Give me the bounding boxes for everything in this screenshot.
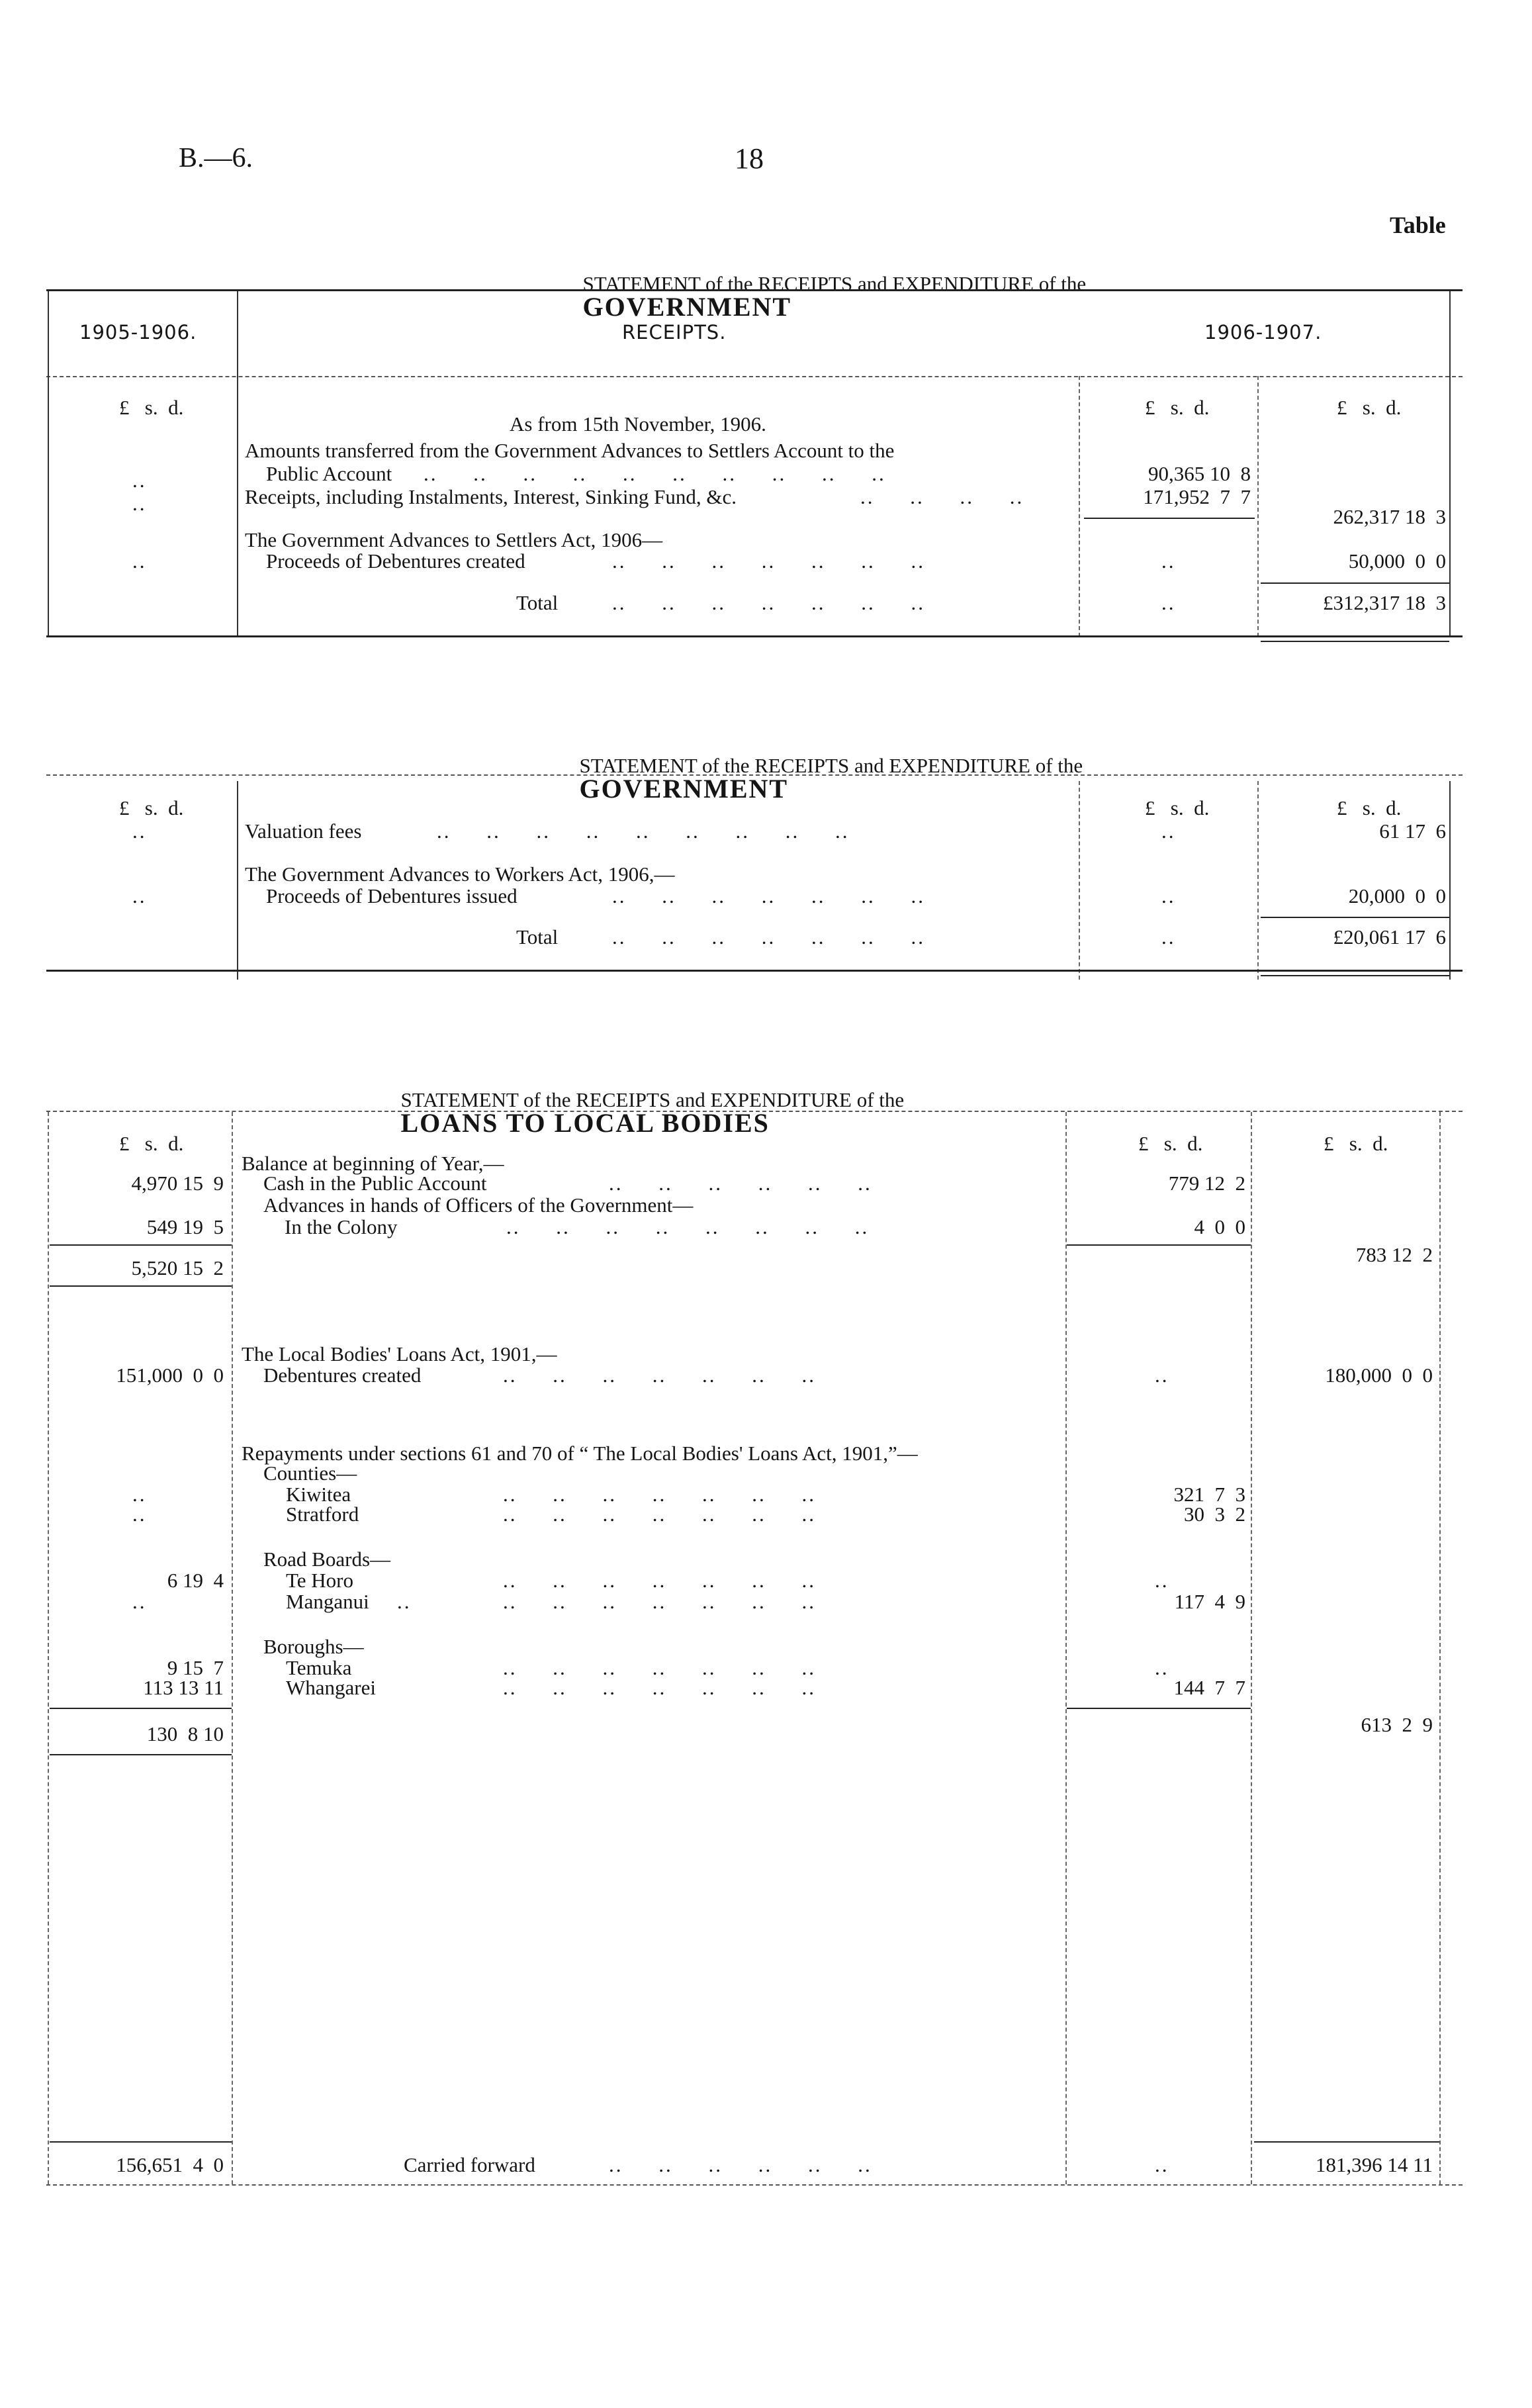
- lsd-header: £ s. d.: [1337, 396, 1402, 419]
- leader-dots: .. .. .. .. .. .. .. ..: [506, 1215, 870, 1238]
- section1-title: [572, 253, 1086, 320]
- col-rule: [1449, 781, 1451, 980]
- section3-title-text: STATEMENT of the RECEIPTS and EXPENDITURE of the: [400, 1088, 905, 1111]
- leader-dots: ..: [1155, 2153, 1169, 2176]
- lsd-header: £ s. d.: [1324, 1132, 1388, 1155]
- act-label: The Government Advances to Workers Act, 1906,—: [245, 862, 675, 886]
- debentures-label: Debentures created: [263, 1364, 422, 1387]
- valuation-label: Valuation fees: [245, 819, 362, 843]
- amount: 30 3 2: [1184, 1503, 1245, 1526]
- total-label: Total: [516, 925, 559, 949]
- section1-title-text: STATEMENT of the RECEIPTS and EXPENDITURE of the: [582, 272, 1087, 295]
- leader-dots: .. .. .. .. .. .. ..: [503, 1590, 816, 1613]
- amounts-label: Amounts transferred from the Government Advances to Settlers Account to the: [245, 439, 895, 462]
- amount: 783 12 2: [1355, 1243, 1433, 1266]
- leader-dots: ..: [1155, 1569, 1169, 1592]
- rule: [46, 970, 1463, 972]
- leader-dots: .. .. .. .. .. .. .. .. .. ..: [424, 462, 886, 485]
- leader-dots: .. .. .. .. .. .. ..: [503, 1364, 816, 1387]
- rule: [1261, 582, 1449, 584]
- whangarei-label: Whangarei: [286, 1676, 376, 1699]
- leader-dots: ..: [132, 1483, 147, 1506]
- leader-dots: .. .. .. .. .. .. ..: [503, 1503, 816, 1526]
- col-rule: [1079, 376, 1080, 637]
- act-label: The Government Advances to Settlers Act, 1906—: [245, 528, 663, 551]
- amount: 5,520 15 2: [131, 1256, 224, 1279]
- total-amount: £20,061 17 6: [1333, 925, 1446, 949]
- col-header-receipts: RECEIPTS.: [622, 321, 727, 344]
- rule: [50, 1285, 232, 1287]
- amount: 613 2 9: [1361, 1713, 1433, 1736]
- local-bodies-act-label: The Local Bodies' Loans Act, 1901,—: [242, 1342, 557, 1366]
- lsd-header: £ s. d.: [119, 1132, 184, 1155]
- amount: 130 8 10: [146, 1722, 224, 1745]
- amount: 6 19 4: [167, 1569, 224, 1592]
- advances-label: Advances in hands of Officers of the Government—: [263, 1193, 694, 1217]
- lsd-header: £ s. d.: [1145, 796, 1210, 819]
- act-label: Proceeds of Debentures issued: [266, 884, 518, 907]
- rule: [46, 289, 1463, 291]
- leader-dots: ..: [132, 1590, 147, 1613]
- section2-title: [569, 735, 1083, 802]
- rule: [46, 774, 1463, 776]
- rule: [46, 635, 1463, 637]
- rule: [1261, 917, 1449, 918]
- col-rule: [237, 781, 238, 980]
- leader-dots: .. .. .. .. .. ..: [609, 1172, 872, 1195]
- kiwitea-label: Kiwitea: [286, 1483, 351, 1506]
- amount: 4,970 15 9: [131, 1172, 224, 1195]
- col-rule: [48, 291, 49, 637]
- leader-dots: ..: [132, 549, 147, 573]
- leader-dots: .. .. .. .. .. .. ..: [612, 925, 925, 949]
- rule: [50, 1708, 232, 1709]
- leader-dots: ..: [397, 1590, 412, 1613]
- rule: [50, 2141, 232, 2143]
- leader-dots: ..: [1161, 925, 1176, 949]
- col-rule: [48, 1112, 49, 2184]
- leader-dots: .. .. .. ..: [860, 485, 1024, 508]
- lsd-header: £ s. d.: [1145, 396, 1210, 419]
- lsd-header: £ s. d.: [1337, 796, 1402, 819]
- amount: 4 0 0: [1194, 1215, 1245, 1238]
- col-rule: [1257, 781, 1259, 980]
- leader-dots: ..: [132, 469, 147, 492]
- rule: [1261, 641, 1449, 642]
- amount: 113 13 11: [143, 1676, 224, 1699]
- road-boards-label: Road Boards—: [263, 1548, 391, 1571]
- amounts-label: Public Account: [266, 462, 392, 485]
- lsd-header: £ s. d.: [119, 396, 184, 419]
- leader-dots: .. .. .. .. .. .. ..: [612, 884, 925, 907]
- rule: [46, 376, 1463, 377]
- rule: [1067, 1708, 1251, 1709]
- col-header-1906: 1906-1907.: [1204, 321, 1322, 344]
- amount: 61 17 6: [1379, 819, 1446, 843]
- leader-dots: .. .. .. .. .. .. .. .. ..: [437, 819, 850, 843]
- total-label: Total: [516, 591, 559, 614]
- counties-label: Counties—: [263, 1461, 357, 1485]
- table-word: Table: [1390, 212, 1446, 238]
- section2-title-bold: GOVERNMENT: [579, 774, 789, 804]
- amount: 151,000 0 0: [116, 1364, 224, 1387]
- amount: 20,000 0 0: [1348, 884, 1446, 907]
- leader-dots: ..: [1161, 549, 1176, 573]
- carried-forward-label: Carried forward: [404, 2153, 535, 2176]
- col-rule: [1257, 376, 1259, 637]
- colony-label: In the Colony: [285, 1215, 398, 1238]
- rule: [50, 1244, 232, 1246]
- manganui-label: Manganui: [286, 1590, 369, 1613]
- amount: 171,952 7 7: [1143, 485, 1251, 508]
- rule: [1261, 975, 1449, 976]
- leader-dots: .. .. .. .. .. .. ..: [503, 1569, 816, 1592]
- amount: 50,000 0 0: [1348, 549, 1446, 573]
- as-from-label: As from 15th November, 1906.: [510, 412, 766, 436]
- lsd-header: £ s. d.: [1138, 1132, 1203, 1155]
- stratford-label: Stratford: [286, 1503, 359, 1526]
- amount: 9 15 7: [167, 1656, 224, 1679]
- leader-dots: ..: [132, 884, 147, 907]
- rule: [50, 1754, 232, 1755]
- page-number: 18: [735, 142, 764, 175]
- leader-dots: .. .. .. .. .. .. ..: [503, 1483, 816, 1506]
- col-header-1905: 1905-1906.: [79, 321, 197, 344]
- boroughs-label: Boroughs—: [263, 1635, 364, 1658]
- cash-label: Cash in the Public Account: [263, 1172, 487, 1195]
- leader-dots: ..: [132, 492, 147, 515]
- section1-title-bold: GOVERNMENT: [582, 292, 792, 322]
- rule: [46, 1111, 1463, 1112]
- section3-title-bold: LOANS TO LOCAL BODIES: [400, 1108, 770, 1138]
- col-rule: [232, 1112, 233, 2184]
- col-rule: [1251, 1112, 1252, 2184]
- rule: [1084, 518, 1255, 519]
- section2-title-text: STATEMENT of the RECEIPTS and EXPENDITURE of the: [579, 754, 1083, 777]
- leader-dots: .. .. .. .. .. .. ..: [612, 591, 925, 614]
- leader-dots: .. .. .. .. .. .. ..: [503, 1676, 816, 1699]
- amount: 321 7 3: [1173, 1483, 1245, 1506]
- total-amount: £312,317 18 3: [1323, 591, 1446, 614]
- amount: 90,365 10 8: [1148, 462, 1251, 485]
- leader-dots: .. .. .. .. .. .. ..: [503, 1656, 816, 1679]
- amount: 779 12 2: [1168, 1172, 1245, 1195]
- amount: 180,000 0 0: [1325, 1364, 1433, 1387]
- receipts-label: Receipts, including Instalments, Interest, Sinking Fund, &c.: [245, 485, 737, 508]
- temuka-label: Temuka: [286, 1656, 352, 1679]
- amount: 262,317 18 3: [1333, 505, 1446, 528]
- act-label: Proceeds of Debentures created: [266, 549, 525, 573]
- leader-dots: ..: [1155, 1364, 1169, 1387]
- leader-dots: ..: [1161, 591, 1176, 614]
- col-rule: [1449, 291, 1451, 637]
- rule: [1254, 2141, 1439, 2143]
- series-code: B.—6.: [179, 143, 253, 173]
- leader-dots: ..: [132, 819, 147, 843]
- lsd-header: £ s. d.: [119, 796, 184, 819]
- amount: 549 19 5: [146, 1215, 224, 1238]
- rule: [46, 2184, 1463, 2186]
- te-horo-label: Te Horo: [286, 1569, 353, 1592]
- col-rule: [237, 291, 238, 637]
- leader-dots: ..: [1161, 884, 1176, 907]
- leader-dots: ..: [132, 1503, 147, 1526]
- amount: 117 4 9: [1174, 1590, 1245, 1613]
- rule: [1067, 1244, 1251, 1246]
- leader-dots: ..: [1161, 819, 1176, 843]
- repayments-label: Repayments under sections 61 and 70 of “ The Local Bodies' Loans Act, 1901,”—: [242, 1442, 918, 1465]
- carried-forward-right: 181,396 14 11: [1315, 2153, 1433, 2176]
- col-rule: [1439, 1112, 1441, 2184]
- col-rule: [1065, 1112, 1067, 2184]
- amount: 144 7 7: [1173, 1676, 1245, 1699]
- carried-forward-left: 156,651 4 0: [116, 2153, 224, 2176]
- col-rule: [1079, 781, 1080, 980]
- balance-label: Balance at beginning of Year,—: [242, 1152, 504, 1175]
- leader-dots: .. .. .. .. .. .. ..: [612, 549, 925, 573]
- section3-title: [390, 1069, 904, 1136]
- leader-dots: .. .. .. .. .. ..: [609, 2153, 872, 2176]
- leader-dots: ..: [1155, 1656, 1169, 1679]
